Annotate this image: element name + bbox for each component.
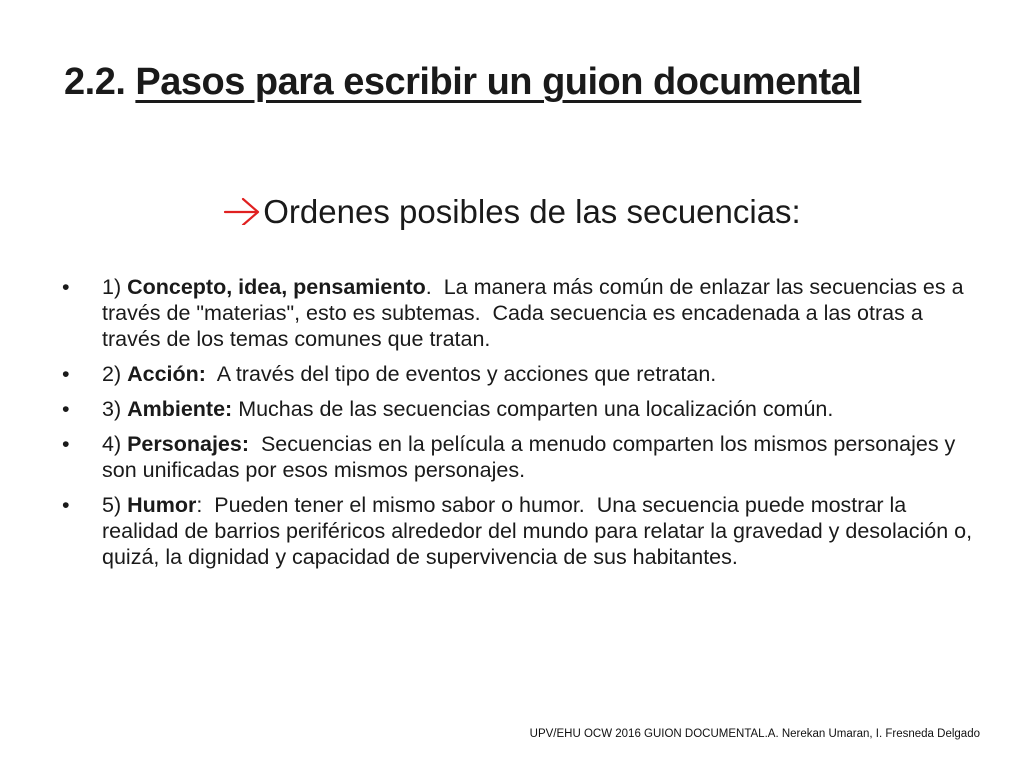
subtitle-text: Ordenes posibles de las secuencias:	[263, 193, 801, 230]
list-item	[62, 431, 982, 483]
item-body: La manera más común de enlazar las secuencias es a través de "materias", esto es subtemas. Cada secuencia es encadenada a las otras a través de los temas comunes que tratan.	[102, 275, 970, 351]
item-body: Secuencias en la película a menudo comparten los mismos personajes y son unificadas por esos mismos personajes.	[102, 432, 962, 482]
list-item	[62, 492, 982, 570]
title-text: Pasos para escribir un guion documental	[135, 61, 862, 103]
bullet-list	[62, 274, 982, 579]
item-body: A través del tipo de eventos y acciones que retratan.	[205, 362, 717, 386]
item-prefix: 5)	[102, 493, 128, 517]
footer-credit: UPV/EHU OCW 2016 GUION DOCUMENTAL.A. Nerekan Umaran, I. Fresneda Delgado	[529, 728, 980, 740]
right-arrow-icon	[223, 196, 261, 232]
item-body: Muchas de las secuencias comparten una localización común.	[232, 397, 834, 421]
item-term: Personajes:	[127, 432, 249, 456]
bullet-marker: •	[62, 275, 70, 299]
item-prefix: 4)	[102, 432, 128, 456]
bullet-marker: •	[62, 493, 70, 517]
item-prefix: 1)	[102, 275, 128, 299]
bullet-marker: •	[62, 362, 70, 386]
item-term: Ambiente:	[127, 397, 233, 421]
item-prefix: 3)	[102, 397, 128, 421]
bullet-marker: •	[62, 432, 70, 456]
item-prefix: 2)	[102, 362, 128, 386]
item-body: Pueden tener el mismo sabor o humor. Una secuencia puede mostrar la realidad de barrios periféricos alrededor del mundo para relatar la gravedad y desolación o, quizá, la dignidad y capacidad de supervivencia de sus habitantes.	[102, 493, 979, 569]
slide-title	[64, 62, 861, 104]
item-term: Acción:	[127, 362, 206, 386]
item-term-suffix: :	[196, 493, 203, 517]
subtitle	[0, 194, 1024, 232]
list-item	[62, 274, 982, 352]
item-term-suffix: .	[425, 275, 432, 299]
list-item	[62, 361, 982, 387]
item-term: Concepto, idea, pensamiento	[127, 275, 426, 299]
item-term: Humor	[127, 493, 197, 517]
title-number: 2.2.	[64, 61, 126, 103]
list-item	[62, 396, 982, 422]
bullet-marker: •	[62, 397, 70, 421]
